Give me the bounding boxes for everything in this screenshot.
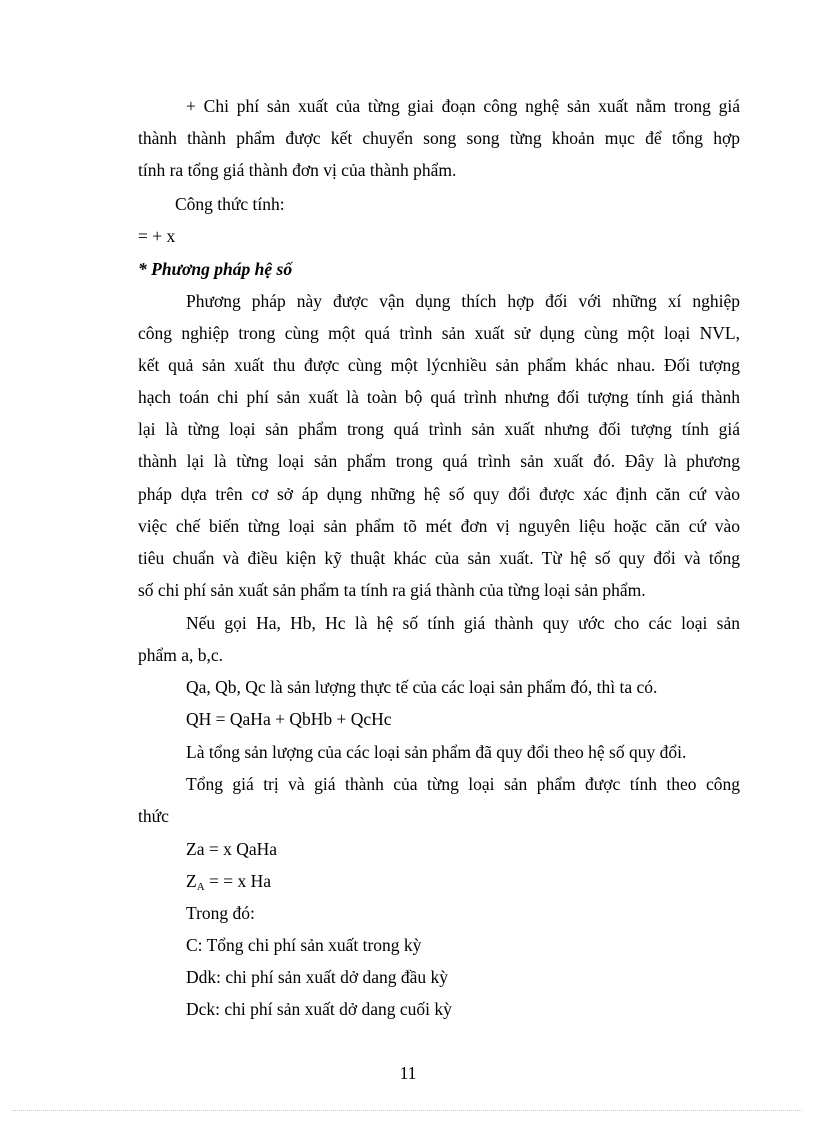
paragraph-line: công nghiệp trong cùng một quá trình sản xuất sử dụng cùng một loại NVL, xyxy=(138,323,740,343)
paragraph-line: lại là từng loại sản phẩm trong quá trình sản xuất nhưng đối tượng tính giá xyxy=(138,419,740,439)
body-text-line: tính ra tổng giá thành đơn vị của thành phẩm. xyxy=(138,160,457,180)
page-number: 11 xyxy=(399,1063,417,1083)
paragraph-line: Nếu gọi Ha, Hb, Hc là hệ số tính giá thành quy ước cho các loại sản xyxy=(186,613,740,633)
paragraph-line: pháp dựa trên cơ sở áp dụng những hệ số quy đổi được xác định căn cứ vào xyxy=(138,484,740,504)
definition-line: Dck: chi phí sản xuất dở dang cuối kỳ xyxy=(186,999,452,1019)
body-text-line: + Chi phí sản xuất của từng giai đoạn công nghệ sản xuất nằm trong giá xyxy=(186,96,740,116)
page-border-line xyxy=(12,1110,802,1111)
paragraph-line: Là tổng sản lượng của các loại sản phẩm đã quy đổi theo hệ số quy đổi. xyxy=(186,742,687,762)
formula-label: Công thức tính: xyxy=(175,194,285,214)
definition-line: Ddk: chi phí sản xuất dở dang đầu kỳ xyxy=(186,967,448,987)
paragraph-line: hạch toán chi phí sản xuất là toàn bộ quá trình nhưng đối tượng tính giá thành xyxy=(138,387,740,407)
formula-line: = + x xyxy=(138,226,176,246)
formula-zA-symbol: Z xyxy=(186,871,197,891)
paragraph-line: phẩm a, b,c. xyxy=(138,645,224,665)
where-label: Trong đó: xyxy=(186,903,255,923)
paragraph-line: kết quả sản xuất thu được cùng một lýcnhiều sản phẩm khác nhau. Đối tượng xyxy=(138,355,740,375)
paragraph-line: tiêu chuẩn và điều kiện kỹ thuật khác của sản xuất. Từ hệ số quy đổi và tổng xyxy=(138,548,740,568)
paragraph-line: Qa, Qb, Qc là sản lượng thực tế của các loại sản phẩm đó, thì ta có. xyxy=(186,677,658,697)
formula-zA-subscript: A xyxy=(196,881,205,893)
paragraph-line: thức xyxy=(138,806,169,826)
formula-za: Za = x QaHa xyxy=(186,839,278,859)
formula-zA xyxy=(186,870,271,892)
formula-qh: QH = QaHa + QbHb + QcHc xyxy=(186,709,392,729)
body-text-line: thành thành phẩm được kết chuyển song song từng khoản mục để tổng hợp xyxy=(138,128,740,148)
definition-line: C: Tổng chi phí sản xuất trong kỳ xyxy=(186,935,422,955)
paragraph-line: Phương pháp này được vận dụng thích hợp đối với những xí nghiệp xyxy=(186,291,740,311)
formula-zA-rest: = = x Ha xyxy=(204,871,272,891)
paragraph-line: thành lại là từng loại sản phẩm trong quá trình sản xuất đó. Đây là phương xyxy=(138,451,740,471)
paragraph-line: số chi phí sản xuất sản phẩm ta tính ra giá thành của từng loại sản phẩm. xyxy=(138,580,646,600)
paragraph-line: Tổng giá trị và giá thành của từng loại sản phẩm được tính theo công xyxy=(186,774,740,794)
paragraph-line: việc chế biến từng loại sản phẩm tõ mét đơn vị nguyên liệu hoặc căn cứ vào xyxy=(138,516,740,536)
section-heading: * Phương pháp hệ số xyxy=(138,259,293,279)
